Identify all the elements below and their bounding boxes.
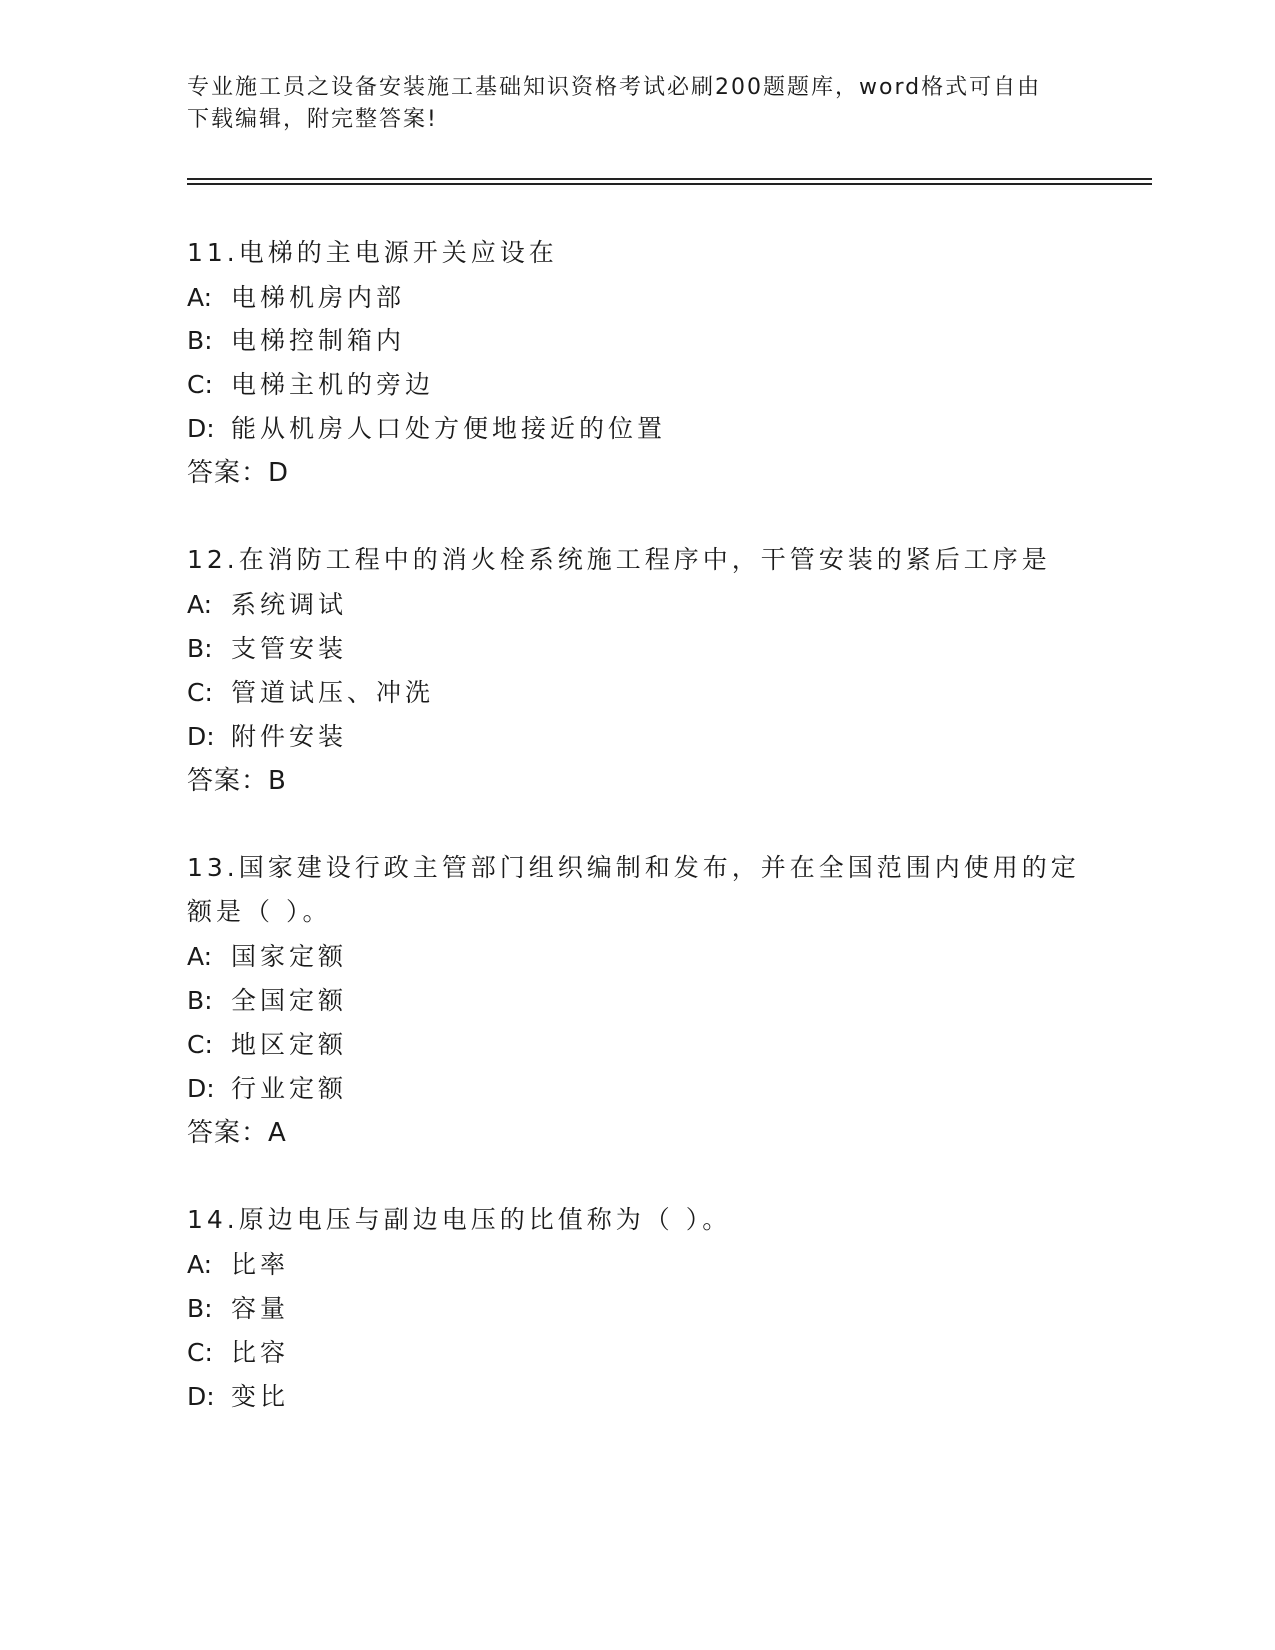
option-c bbox=[187, 1028, 347, 1062]
option-d bbox=[187, 1380, 289, 1414]
option-text: 附件安装 bbox=[231, 722, 348, 751]
answer-line: 答案：B bbox=[187, 766, 287, 796]
option-letter: C: bbox=[187, 370, 213, 399]
option-letter: B: bbox=[187, 634, 213, 663]
option-letter: C: bbox=[187, 1030, 213, 1059]
document-header bbox=[187, 72, 1087, 136]
option-letter: D: bbox=[187, 722, 215, 751]
option-letter: D: bbox=[187, 1074, 215, 1103]
option-text: 比容 bbox=[231, 1338, 290, 1367]
option-letter: A: bbox=[187, 590, 213, 619]
option-text: 国家定额 bbox=[231, 942, 348, 971]
option-letter: B: bbox=[187, 326, 213, 355]
header-divider-top bbox=[187, 178, 1152, 180]
option-text: 地区定额 bbox=[231, 1030, 348, 1059]
option-letter: B: bbox=[187, 1294, 213, 1323]
option-text: 系统调试 bbox=[231, 590, 348, 619]
option-text: 电梯控制箱内 bbox=[231, 326, 406, 355]
option-text: 管道试压、冲洗 bbox=[231, 678, 435, 707]
option-text: 行业定额 bbox=[231, 1074, 348, 1103]
option-b bbox=[187, 632, 347, 666]
option-letter: D: bbox=[187, 1382, 215, 1411]
option-c bbox=[187, 368, 434, 402]
option-a bbox=[187, 1248, 289, 1282]
option-d bbox=[187, 1072, 347, 1106]
option-d bbox=[187, 412, 666, 446]
option-letter: C: bbox=[187, 1338, 213, 1367]
question-stem-continued: 额是（ ）。 bbox=[187, 897, 332, 926]
option-letter: A: bbox=[187, 1250, 213, 1279]
option-b bbox=[187, 324, 405, 358]
option-c bbox=[187, 676, 434, 710]
header-line-1: 专业施工员之设备安装施工基础知识资格考试必刷200题题库，word格式可自由 bbox=[187, 75, 1042, 100]
question-stem: 13.国家建设行政主管部门组织编制和发布，并在全国范围内使用的定 bbox=[187, 853, 1080, 882]
option-d bbox=[187, 720, 347, 754]
option-letter: D: bbox=[187, 414, 215, 443]
header-divider-bottom bbox=[187, 183, 1152, 185]
option-letter: C: bbox=[187, 678, 213, 707]
option-letter: A: bbox=[187, 942, 213, 971]
option-text: 容量 bbox=[231, 1294, 290, 1323]
option-b bbox=[187, 1292, 289, 1326]
option-text: 全国定额 bbox=[231, 986, 348, 1015]
option-text: 支管安装 bbox=[231, 634, 348, 663]
question-stem: 14.原边电压与副边电压的比值称为（ ）。 bbox=[187, 1205, 732, 1234]
option-letter: B: bbox=[187, 986, 213, 1015]
question-stem: 12.在消防工程中的消火栓系统施工程序中，干管安装的紧后工序是 bbox=[187, 545, 1051, 574]
answer-line: 答案：D bbox=[187, 458, 290, 488]
option-a bbox=[187, 940, 347, 974]
option-text: 比率 bbox=[231, 1250, 290, 1279]
option-text: 能从机房人口处方便地接近的位置 bbox=[231, 414, 667, 443]
option-b bbox=[187, 984, 347, 1018]
option-text: 电梯主机的旁边 bbox=[231, 370, 435, 399]
answer-line: 答案：A bbox=[187, 1118, 287, 1148]
option-letter: A: bbox=[187, 283, 213, 312]
question-stem: 11.电梯的主电源开关应设在 bbox=[187, 238, 558, 267]
option-c bbox=[187, 1336, 289, 1370]
option-text: 变比 bbox=[231, 1382, 290, 1411]
option-text: 电梯机房内部 bbox=[231, 283, 406, 312]
header-line-2: 下载编辑，附完整答案! bbox=[187, 107, 438, 132]
option-a bbox=[187, 588, 347, 622]
option-a bbox=[187, 281, 405, 315]
